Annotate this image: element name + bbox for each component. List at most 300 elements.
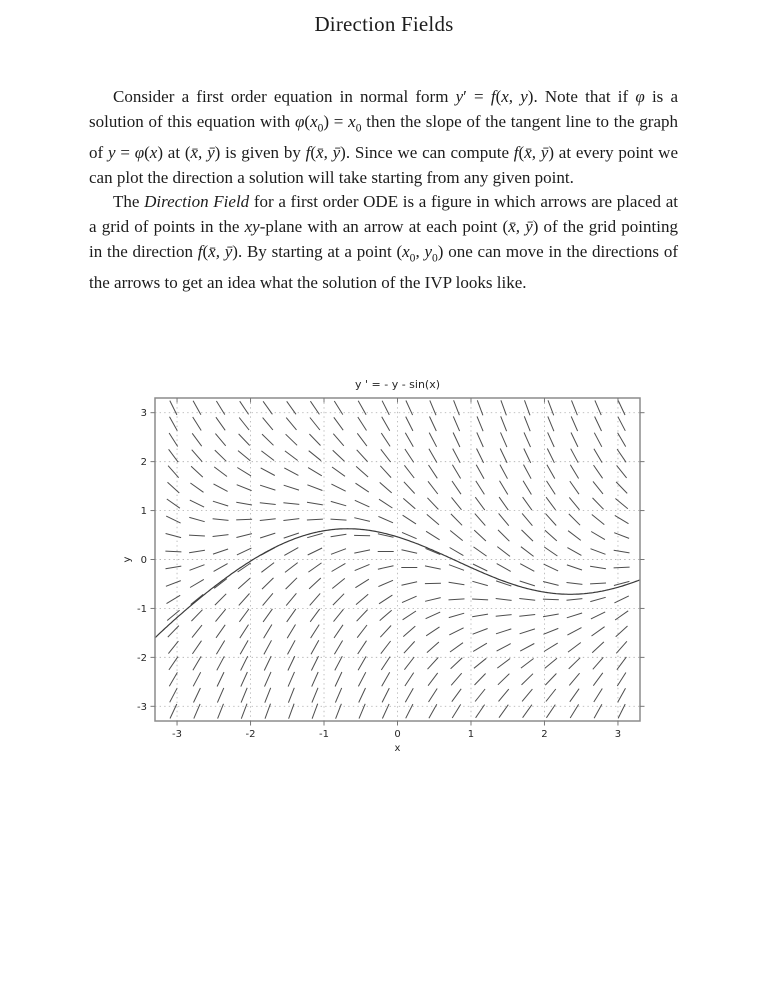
field-segment [544, 564, 559, 571]
field-segment [477, 432, 484, 447]
field-segment [240, 401, 249, 414]
text-run: ( [310, 142, 317, 162]
field-segment [216, 417, 225, 430]
field-segment [283, 503, 299, 505]
field-segment [262, 434, 274, 445]
field-segment [308, 548, 322, 555]
field-segment [592, 627, 605, 636]
field-segment [591, 612, 605, 619]
text-run: xy [244, 216, 260, 236]
field-segment [379, 595, 392, 604]
field-segment [472, 614, 488, 617]
field-segment [284, 548, 298, 556]
field-segment [425, 566, 441, 569]
field-segment [496, 599, 512, 601]
field-segment [547, 449, 554, 463]
field-segment [217, 672, 224, 686]
field-segment [570, 481, 579, 494]
field-segment [288, 640, 296, 654]
text-run: ( [495, 87, 502, 106]
field-segment [354, 550, 370, 553]
field-segment [543, 582, 559, 586]
text-run: ( [144, 142, 150, 162]
field-segment [170, 688, 177, 702]
field-segment [428, 657, 439, 669]
field-segment [166, 534, 182, 538]
field-segment [381, 449, 391, 462]
field-segment [170, 704, 177, 719]
field-segment [380, 626, 391, 638]
text-run: x, y [501, 87, 528, 106]
field-segment [310, 609, 320, 622]
field-segment [193, 656, 201, 670]
field-segment [239, 418, 249, 431]
field-segment [543, 614, 559, 617]
field-segment [520, 564, 534, 572]
text-run: = [115, 142, 135, 162]
field-segment [544, 547, 557, 556]
field-segment [312, 688, 318, 703]
field-segment [523, 481, 531, 495]
field-segment [169, 449, 179, 462]
field-segment [382, 417, 390, 431]
x-tick-label: 2 [541, 729, 548, 740]
field-segment [332, 467, 345, 476]
field-segment [547, 465, 555, 479]
field-segment [402, 596, 417, 602]
field-segment [261, 563, 274, 573]
field-segment [615, 499, 627, 509]
field-segment [523, 497, 532, 510]
field-segment [190, 483, 203, 492]
field-segment [333, 594, 344, 605]
field-segment [499, 689, 509, 701]
field-segment [239, 609, 249, 622]
field-segment [189, 517, 204, 521]
field-segment [404, 641, 415, 653]
field-segment [260, 485, 275, 490]
text-run: ( [202, 241, 209, 261]
field-segment [236, 519, 252, 520]
field-segment [286, 418, 296, 430]
field-segment [168, 482, 180, 493]
field-segment [472, 581, 487, 585]
field-segment [426, 627, 439, 636]
field-segment [168, 626, 179, 638]
field-segment [452, 704, 461, 718]
field-segment [614, 596, 628, 603]
field-segment [308, 563, 321, 572]
field-segment [520, 644, 534, 652]
text-run: ) = [323, 111, 349, 131]
field-segment [590, 583, 606, 584]
field-segment [260, 519, 276, 521]
text-run: x̄, ȳ [316, 142, 341, 162]
field-segment [382, 672, 390, 686]
field-segment [286, 593, 296, 605]
field-segment [214, 579, 227, 589]
field-segment [356, 594, 368, 604]
field-segment [215, 434, 225, 446]
field-segment [357, 433, 367, 446]
field-segment [429, 449, 437, 463]
field-segment [166, 566, 182, 569]
field-segment [521, 547, 534, 557]
axis-ticks [151, 398, 645, 726]
field-segment [449, 582, 465, 585]
field-segment [357, 610, 368, 622]
field-segment [404, 657, 414, 670]
field-segment [452, 481, 461, 494]
field-segment [169, 657, 178, 670]
field-segment [500, 481, 508, 495]
field-segment [405, 673, 414, 686]
text-run: φ [295, 111, 305, 131]
field-segment [288, 656, 295, 670]
field-segment [501, 400, 507, 415]
field-segment [356, 466, 368, 477]
field-segment [426, 612, 441, 619]
field-segment [237, 485, 252, 491]
text-run: ′ = [463, 87, 491, 106]
field-segment [238, 578, 250, 589]
field-segment [427, 642, 439, 653]
field-segment [335, 656, 343, 670]
text-run: f [305, 142, 311, 162]
field-segment [452, 465, 460, 479]
field-segment [569, 658, 581, 669]
field-segment [524, 432, 531, 447]
y-tick-label: -1 [137, 603, 147, 615]
field-segment [449, 628, 463, 635]
field-segment [429, 689, 438, 703]
chart-title: y ' = - y - sin(x) [354, 378, 441, 391]
field-segment [497, 659, 510, 669]
field-segment [595, 417, 602, 432]
field-segment [568, 643, 581, 653]
field-segment [355, 579, 369, 588]
field-segment [567, 599, 583, 601]
field-segment [450, 531, 463, 541]
field-segment [591, 549, 606, 555]
text-run: φ [134, 142, 145, 162]
field-segment [170, 417, 178, 431]
text-run: x [348, 111, 356, 131]
field-segment [497, 644, 511, 652]
field-segment [403, 515, 416, 524]
field-segment [359, 688, 366, 703]
field-segment [214, 467, 227, 477]
field-segment [429, 433, 436, 447]
field-segment [332, 563, 346, 571]
x-tick-label: 0 [394, 729, 401, 740]
field-segment [262, 578, 274, 589]
field-segment [331, 534, 347, 537]
text-run: ). By starting at a point ( [232, 241, 403, 261]
text-run: f [513, 142, 519, 162]
text-run: 0 [432, 251, 438, 265]
field-segment [428, 673, 438, 686]
field-segment [475, 674, 486, 686]
field-segment [265, 672, 272, 687]
field-segment [615, 611, 628, 620]
field-segment [476, 705, 485, 718]
field-segment [451, 514, 462, 525]
field-segment [500, 449, 507, 463]
field-segment [543, 628, 558, 634]
field-segment [594, 689, 603, 703]
field-segment [453, 449, 461, 463]
field-segment [548, 432, 555, 447]
field-segment [284, 533, 299, 538]
text-run: f [197, 241, 203, 261]
field-segment [452, 497, 462, 509]
field-segment [474, 658, 486, 668]
field-segment [522, 689, 532, 701]
field-segment [284, 468, 298, 476]
field-segment [451, 673, 462, 685]
field-segment [216, 609, 226, 621]
field-segment [543, 599, 559, 600]
paragraph-2 [89, 190, 678, 295]
field-segment [334, 625, 343, 638]
field-segment [427, 514, 439, 524]
field-segment [500, 465, 508, 479]
field-segment [263, 593, 273, 605]
field-segment [381, 641, 391, 654]
field-segment [429, 465, 438, 478]
field-segment [590, 597, 605, 601]
field-segment [524, 449, 531, 463]
field-segment [190, 579, 204, 587]
field-segment [449, 613, 464, 617]
field-segment [310, 418, 320, 431]
field-segment [617, 673, 626, 687]
field-segment [333, 434, 344, 446]
field-segment [287, 401, 296, 414]
field-segment [616, 626, 628, 637]
field-segment [285, 563, 298, 573]
field-segment [241, 672, 248, 687]
field-segment [571, 416, 577, 431]
field-segment [169, 433, 178, 447]
field-segment [334, 417, 343, 430]
field-segment [333, 450, 345, 461]
field-segment [403, 498, 415, 508]
field-segment [312, 704, 318, 719]
field-segment [380, 466, 391, 478]
field-segment [332, 578, 345, 588]
text-run: x [402, 241, 410, 261]
field-segment [215, 594, 226, 605]
field-segment [216, 625, 225, 638]
field-segment [263, 418, 273, 430]
field-segment [241, 656, 248, 670]
page-title: Direction Fields [314, 12, 454, 36]
field-segment [189, 535, 205, 536]
field-segment [473, 643, 487, 651]
field-segment [524, 416, 530, 431]
paragraph-1 [89, 85, 678, 190]
text-run: 0 [317, 121, 324, 135]
field-segment [616, 482, 627, 494]
field-segment [263, 609, 272, 622]
text-run: x [149, 142, 158, 162]
field-segment [357, 625, 367, 638]
x-axis-label: x [394, 743, 401, 754]
field-segment [569, 514, 580, 525]
field-segment [311, 625, 320, 639]
text-run: x̄, ȳ [524, 142, 549, 162]
field-segment [404, 465, 414, 478]
field-segment [617, 657, 627, 670]
field-segment [403, 626, 415, 637]
text-run: then the slope of the tangent line to the graph of [89, 111, 679, 162]
field-segment [496, 629, 511, 634]
y-tick-label: 1 [140, 506, 147, 518]
field-segment [569, 497, 579, 509]
field-segment [191, 594, 204, 604]
field-segment [618, 401, 625, 416]
field-segment [614, 533, 629, 539]
field-segment [593, 657, 604, 669]
field-segment [590, 566, 606, 569]
field-segment [165, 551, 181, 552]
field-segment [215, 450, 227, 461]
field-segment [213, 535, 229, 537]
field-segment [264, 656, 271, 670]
text-run: -plane with an arrow at each point ( [259, 216, 509, 236]
field-segment [307, 519, 323, 520]
field-segment [284, 485, 299, 490]
field-segment [402, 550, 418, 553]
field-segment [477, 416, 483, 431]
field-segment [525, 400, 531, 415]
field-segment [450, 643, 463, 652]
field-segment [192, 450, 203, 462]
text-run: 0 [409, 251, 416, 265]
field-segment [571, 449, 579, 463]
field-segment [404, 482, 415, 494]
field-segment [476, 481, 485, 495]
field-segment [307, 502, 323, 505]
field-segment [453, 433, 460, 448]
field-segment [474, 530, 486, 541]
field-segment [521, 659, 534, 669]
text-run: x̄, ȳ [508, 216, 533, 236]
field-segment [358, 656, 366, 670]
field-segment [307, 485, 322, 491]
text-run: is a solution of this equation with [89, 87, 679, 131]
text-run: Consider a first order equation in normal form [113, 87, 456, 106]
field-segment [331, 484, 345, 491]
field-segment [402, 582, 418, 586]
field-segment [618, 704, 625, 718]
text-run: The [113, 192, 145, 212]
field-segment [217, 688, 223, 703]
field-segment [592, 515, 605, 525]
field-segment [430, 417, 437, 432]
field-segment [427, 498, 438, 510]
field-segment [405, 433, 413, 447]
field-segment [499, 513, 509, 525]
text-run: ) at every point we can plot the direction a solution will take starting from any given point. [89, 142, 678, 187]
field-segment [426, 548, 441, 554]
field-segment [452, 689, 461, 702]
grid-lines [155, 398, 640, 721]
field-segment [191, 610, 202, 621]
x-tick-label: 1 [467, 729, 475, 740]
field-segment [336, 704, 342, 719]
text-run: ( [518, 142, 525, 162]
text-run: y [455, 87, 464, 106]
field-segment [618, 417, 625, 431]
field-segment [237, 548, 252, 555]
text-run: φ [635, 87, 645, 106]
field-segment [217, 656, 225, 670]
field-segment [595, 400, 601, 415]
field-segment [519, 599, 535, 601]
x-tick-label: -2 [245, 729, 256, 740]
field-segment [475, 689, 485, 702]
field-segment [473, 629, 488, 635]
direction-field-figure [110, 372, 670, 764]
field-segment [311, 640, 319, 654]
field-segment [214, 564, 228, 572]
field-segment [380, 610, 392, 620]
field-segment [568, 531, 581, 541]
text-run: ). Since we can compute [340, 142, 514, 162]
field-segment [260, 503, 276, 505]
field-segment [236, 502, 252, 505]
field-segment [358, 641, 367, 654]
field-segment [264, 640, 272, 654]
field-segment [520, 629, 535, 634]
text-run: y [424, 241, 433, 261]
x-tick-label: 3 [614, 729, 622, 740]
field-segment [331, 549, 346, 555]
field-segment [260, 533, 275, 538]
field-segment [475, 497, 485, 510]
field-segment [594, 465, 603, 478]
field-segment [311, 656, 318, 670]
field-segment [193, 672, 201, 686]
field-segment [379, 499, 392, 508]
field-segment [453, 416, 459, 431]
field-segment [406, 417, 413, 431]
field-segment [476, 465, 484, 479]
text-run: 0 [355, 121, 362, 135]
field-segment [594, 449, 602, 463]
text-run: Direction Field [144, 192, 250, 212]
field-segment [520, 581, 535, 586]
field-segment [237, 468, 251, 476]
field-segment [593, 673, 603, 686]
field-segment [357, 450, 368, 462]
field-segment [570, 465, 578, 479]
field-segment [239, 434, 250, 446]
field-segment [358, 672, 365, 686]
field-segment [355, 500, 370, 507]
text-run: ). Note that if [527, 87, 636, 106]
field-segment [261, 451, 274, 461]
field-segment [192, 641, 201, 654]
field-segment [238, 451, 250, 461]
field-segment [312, 672, 319, 687]
field-segment [548, 416, 554, 431]
field-segment [567, 613, 582, 618]
text-run: ) of the grid pointing in the direction [89, 216, 678, 261]
